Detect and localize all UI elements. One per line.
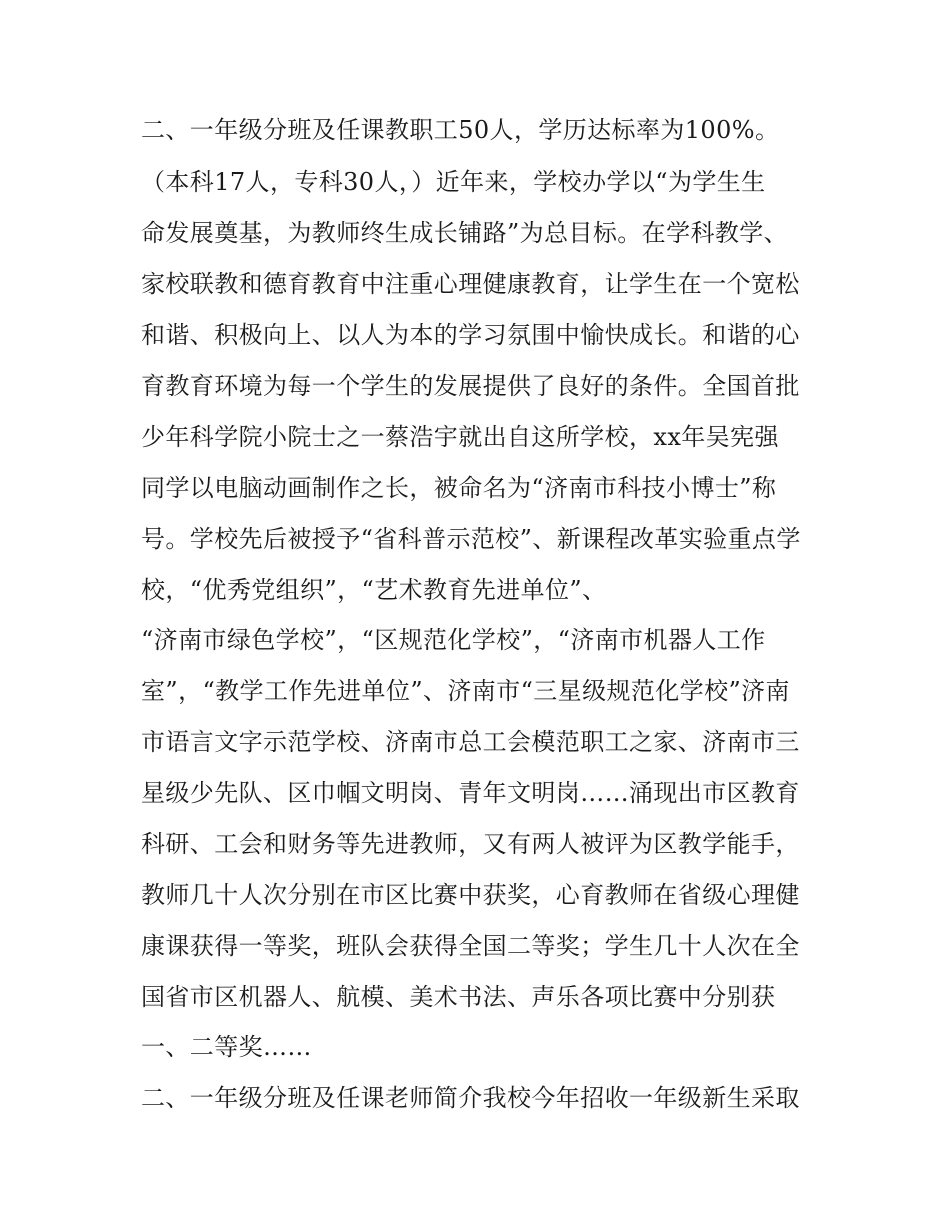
text-line: 星级少先队、区巾帼文明岗、青年文明岗……涌现出市区教育 xyxy=(141,779,800,807)
text-line: 室”，“教学工作先进单位”、济南市“三星级规范化学校”济南 xyxy=(141,677,790,705)
text-line: 二、一年级分班及任课教职工50人，学历达标率为100%。 xyxy=(141,116,780,144)
text-line: 教师几十人次分别在市区比赛中获奖，心育教师在省级心理健 xyxy=(141,881,800,909)
text-line: 二、一年级分班及任课老师简介我校今年招收一年级新生采取 xyxy=(141,1084,800,1112)
text-line: 国省市区机器人、航模、美术书法、声乐各项比赛中分别获 xyxy=(141,983,776,1011)
text-line: “济南市绿色学校”，“区规范化学校”，“济南市机器人工作 xyxy=(141,626,766,654)
text-line: 科研、工会和财务等先进教师，又有两人被评为区教学能手， xyxy=(141,830,800,858)
text-line: 命发展奠基，为教师终生成长铺路”为总目标。在学科教学、 xyxy=(141,219,789,247)
text-line: 校，“优秀党组织”，“艺术教育先进单位”、 xyxy=(141,576,607,604)
text-line: （本科17人，专科30人，）近年来，学校办学以“为学生生 xyxy=(141,168,766,196)
text-line: 康课获得一等奖，班队会获得全国二等奖；学生几十人次在全 xyxy=(141,932,800,960)
text-line: 市语言文字示范学校、济南市总工会模范职工之家、济南市三 xyxy=(141,728,800,756)
text-line: 育教育环境为每一个学生的发展提供了良好的条件。全国首批 xyxy=(141,372,800,400)
text-line: 少年科学院小院士之一蔡浩宇就出自这所学校，xx年吴宪强 xyxy=(141,423,779,451)
text-line: 家校联教和德育教育中注重心理健康教育，让学生在一个宽松 xyxy=(141,270,800,298)
text-line: 号。学校先后被授予“省科普示范校”、新课程改革实验重点学 xyxy=(141,525,801,553)
text-line: 一、二等奖…… xyxy=(141,1033,312,1061)
text-line: 同学以电脑动画制作之长，被命名为“济南市科技小博士”称 xyxy=(141,474,777,502)
text-line: 和谐、积极向上、以人为本的学习氛围中愉快成长。和谐的心 xyxy=(141,321,800,349)
